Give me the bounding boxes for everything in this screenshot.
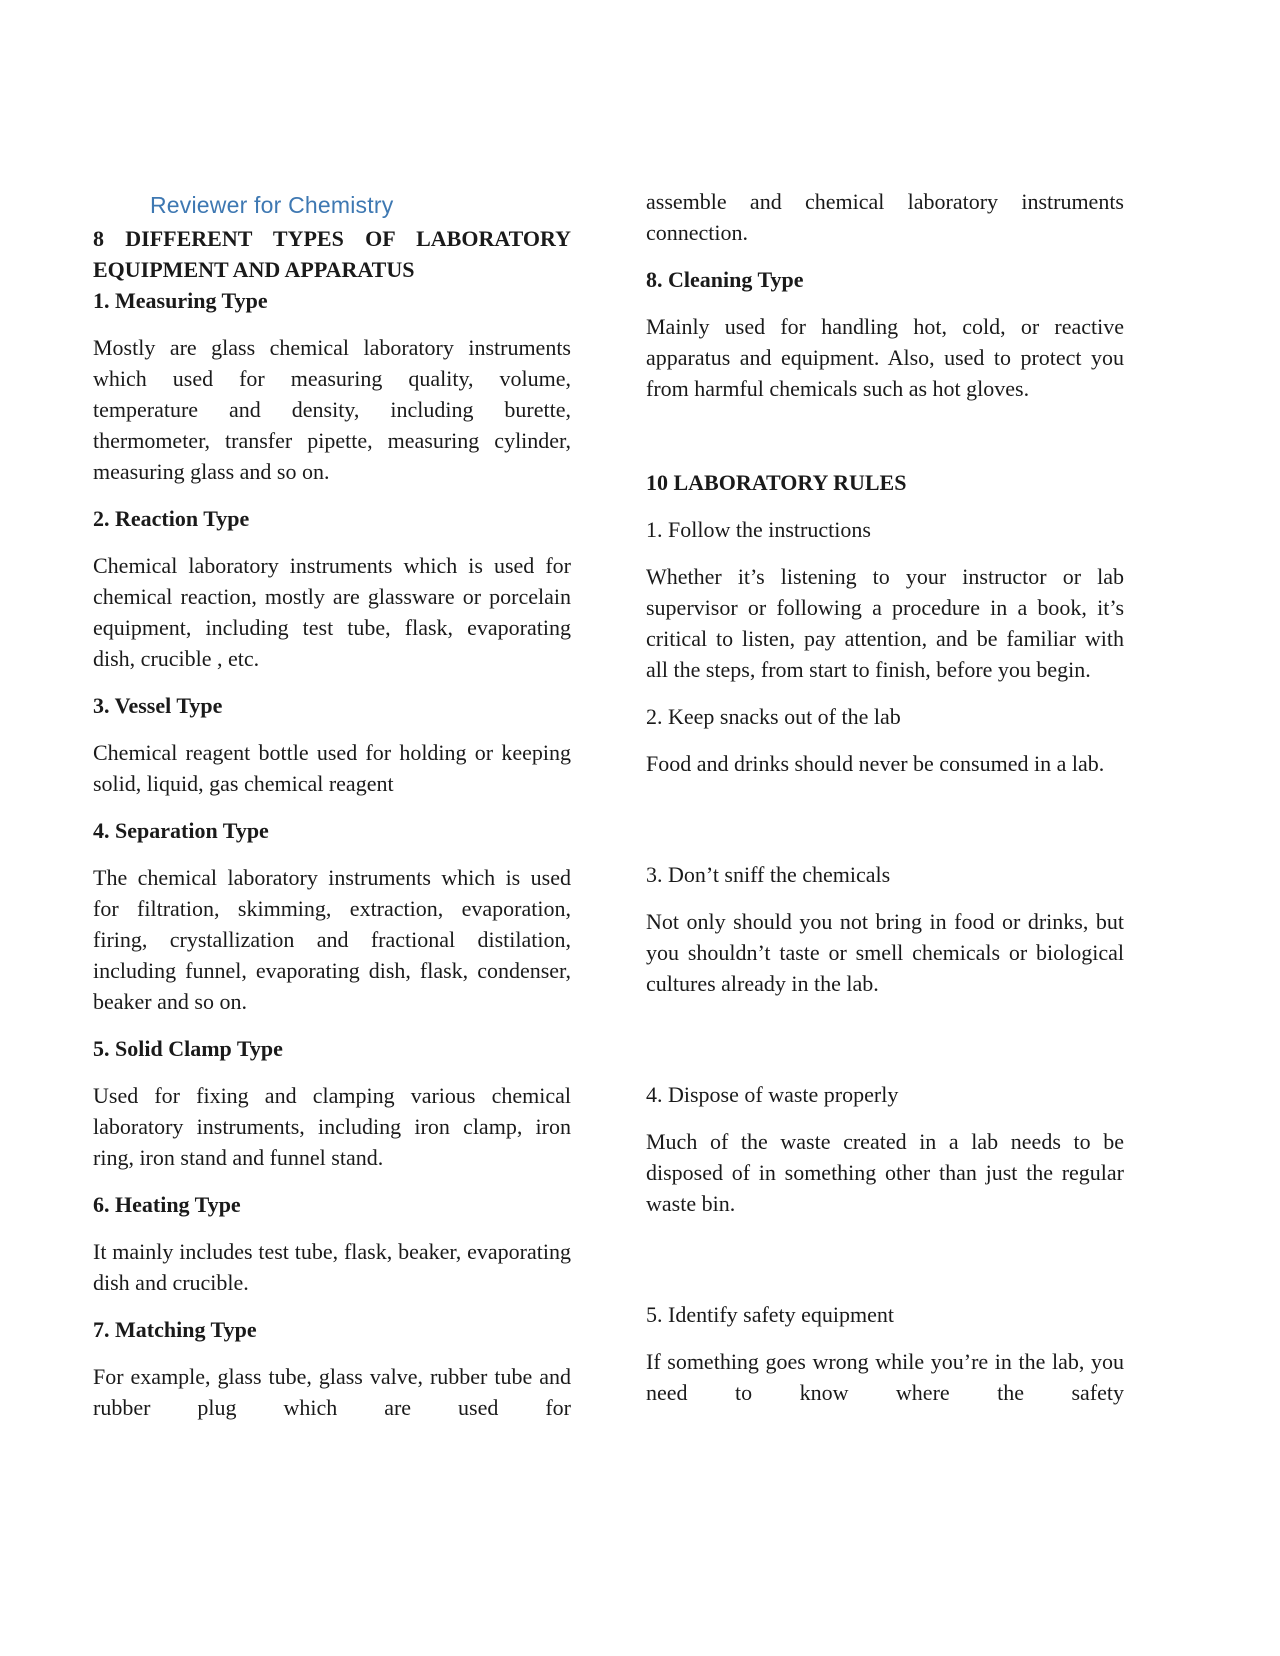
- rule-heading-3: 3. Don’t sniff the chemicals: [646, 862, 891, 887]
- section-heading-vessel: 3. Vessel Type: [93, 693, 223, 718]
- section-body-reaction: Chemical laboratory instruments which is used for chemical reaction, mostly are glassware or porcelain equipment, including test tube, flask, evaporating dish, crucible , etc.: [93, 553, 571, 671]
- section-body-measuring: Mostly are glass chemical laboratory instruments which used for measuring quality, volume, temperature and density, including burette, thermometer, transfer pipette, measuring cylinder, measuring glass and so on.: [93, 335, 571, 484]
- rule-body-1: Whether it’s listening to your instructor or lab supervisor or following a procedure in a book, it’s critical to listen, pay attention, and be familiar with all the steps, from start to finish, before you begin.: [646, 564, 1124, 682]
- section-heading-matching: 7. Matching Type: [93, 1317, 257, 1342]
- section-heading-reaction: 2. Reaction Type: [93, 506, 250, 531]
- section-heading-solid-clamp: 5. Solid Clamp Type: [93, 1036, 283, 1061]
- right-column: [646, 186, 1124, 1408]
- rule-body-4: Much of the waste created in a lab needs to be disposed of in something other than just the regular waste bin.: [646, 1129, 1124, 1216]
- spacer: [646, 1235, 1124, 1299]
- spacer: [646, 420, 1124, 467]
- equipment-types-heading: 8 DIFFERENT TYPES OF LABORATORY EQUIPMENT AND APPARATUS: [93, 226, 571, 282]
- rule-heading-5: 5. Identify safety equipment: [646, 1302, 895, 1327]
- section-body-matching: For example, glass tube, glass valve, rubber tube and rubber plug which are used for: [93, 1364, 571, 1420]
- continued-matching-text: assemble and chemical laboratory instruments connection.: [646, 189, 1124, 245]
- rule-body-2: Food and drinks should never be consumed in a lab.: [646, 751, 1105, 776]
- lab-rules-heading: 10 LABORATORY RULES: [646, 470, 907, 495]
- page-title: Reviewer for Chemistry: [150, 192, 394, 218]
- section-body-vessel: Chemical reagent bottle used for holding or keeping solid, liquid, gas chemical reagent: [93, 740, 571, 796]
- section-heading-heating: 6. Heating Type: [93, 1192, 241, 1217]
- rule-heading-1: 1. Follow the instructions: [646, 517, 871, 542]
- spacer: [646, 1015, 1124, 1079]
- section-heading-separation: 4. Separation Type: [93, 818, 269, 843]
- rule-body-5: If something goes wrong while you’re in the lab, you need to know where the safety: [646, 1349, 1124, 1405]
- section-heading-measuring: 1. Measuring Type: [93, 288, 268, 313]
- section-body-cleaning: Mainly used for handling hot, cold, or reactive apparatus and equipment. Also, used to protect you from harmful chemicals such as hot gloves.: [646, 314, 1124, 401]
- section-body-separation: The chemical laboratory instruments which is used for filtration, skimming, extraction, evaporation, firing, crystallization and fractional distilation, including funnel, evaporating dish, flask, condenser, beaker and so on.: [93, 865, 571, 1014]
- spacer: [646, 795, 1124, 859]
- section-body-heating: It mainly includes test tube, flask, beaker, evaporating dish and crucible.: [93, 1239, 571, 1295]
- section-body-solid-clamp: Used for fixing and clamping various chemical laboratory instruments, including iron clamp, iron ring, iron stand and funnel stand.: [93, 1083, 571, 1170]
- rule-body-3: Not only should you not bring in food or drinks, but you shouldn’t taste or smell chemicals or biological cultures already in the lab.: [646, 909, 1124, 996]
- section-heading-cleaning: 8. Cleaning Type: [646, 267, 804, 292]
- rule-heading-4: 4. Dispose of waste properly: [646, 1082, 899, 1107]
- rule-heading-2: 2. Keep snacks out of the lab: [646, 704, 901, 729]
- left-column: [93, 223, 571, 1423]
